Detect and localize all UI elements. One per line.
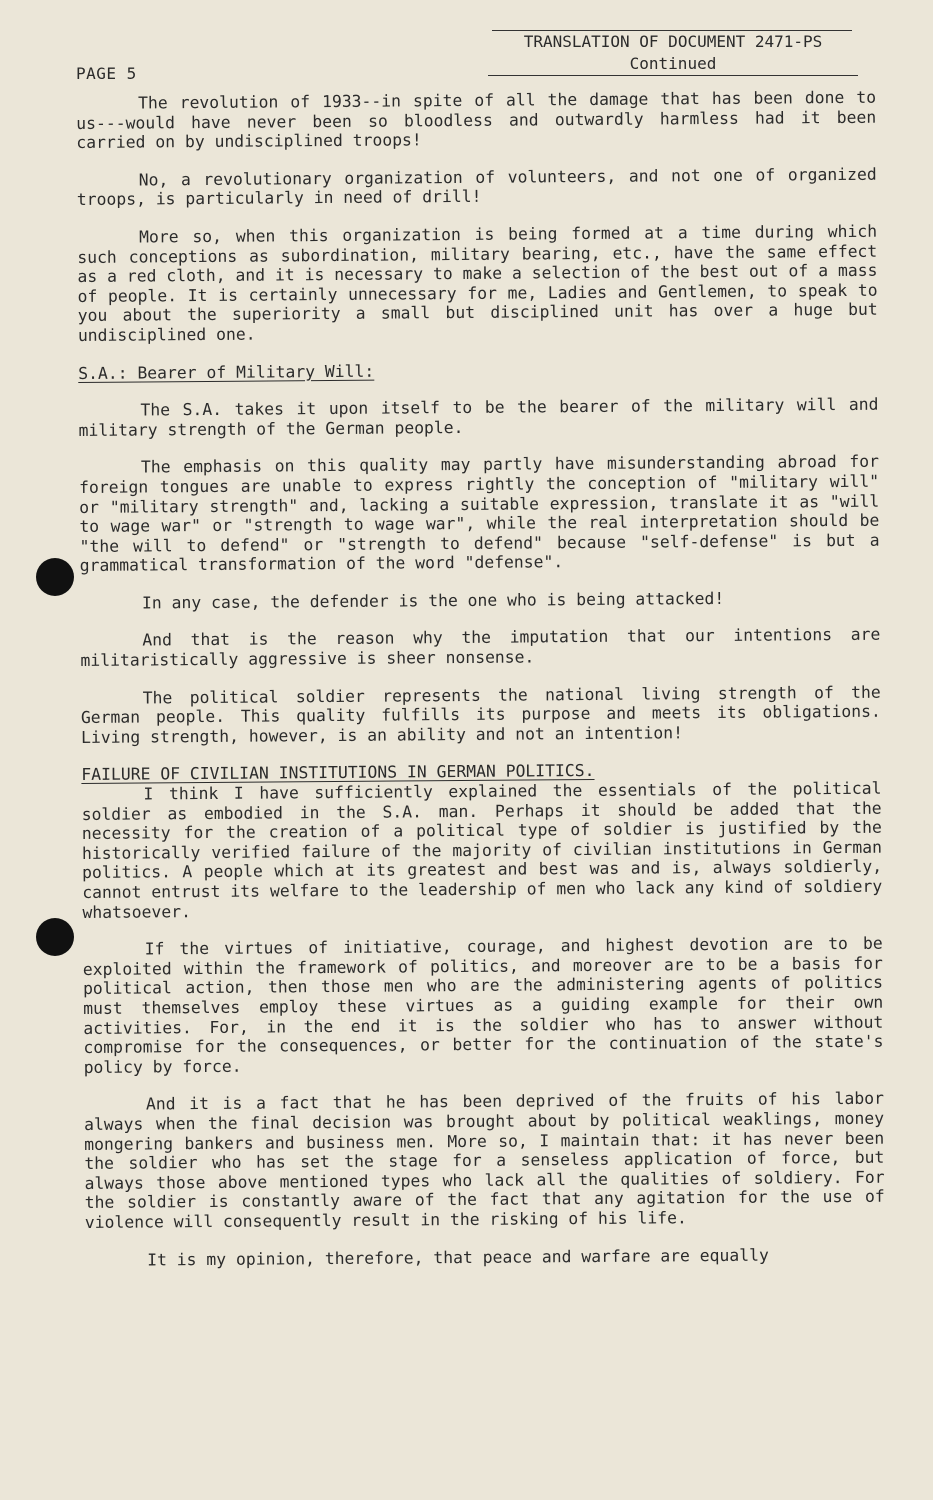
paragraph-1: The revolution of 1933--in spite of all the damage that has been done to us---would have never been so bloodless and outwardly harmless had it been carried on by undisciplined troops!	[76, 87, 877, 153]
document-body	[76, 88, 885, 1270]
header-continued: Continued	[629, 54, 717, 73]
paragraph-9: I think I have sufficiently explained the essentials of the political soldier as embodied in the S.A. man. Perhaps it should be added that the necessity for the creation of a political type of soldier is justified by the historically verified failure of the majority of civilian institutions in German politics. A people which at its greatest and best was and is, always soldierly, cannot entrust its welfare to the leadership of men who lack any kind of soldiery whatsoever.	[81, 778, 883, 922]
section-heading-failure: FAILURE OF CIVILIAN INSTITUTIONS IN GERMAN POLITICS.	[81, 761, 595, 785]
punch-hole-icon	[36, 558, 74, 596]
document-header	[488, 30, 858, 76]
paragraph-3: More so, when this organization is being formed at a time during which such conceptions as subordination, military bearing, etc., have the same effect as a red cloth, and it is necessary to make a selection of the best out of a mass of people. It is certainly unnecessary for me, Ladies and Gentlemen, to speak to you about the superiority a small but disciplined unit has over a huge but undisciplined one.	[77, 221, 878, 345]
paragraph-7: And that is the reason why the imputation that our intentions are militaristically aggressive is sheer nonsense.	[80, 625, 881, 671]
section-heading-sa: S.A.: Bearer of Military Will:	[78, 361, 375, 383]
punch-hole-icon	[36, 918, 74, 956]
paragraph-2: No, a revolutionary organization of volunteers, and not one of organized troops, is particularly in need of drill!	[76, 164, 877, 210]
paragraph-10: If the virtues of initiative, courage, and highest devotion are to be exploited within the framework of politics, and moreover are to be a basis for political action, then those men who are the administering agents of politics must themselves employ these virtues as a guiding example for their own activities. For, in the end it is the soldier who has to answer without compromise for the consequences, or better for the continuation of the state's policy by force.	[82, 933, 884, 1077]
paragraph-11: And it is a fact that he has been deprived of the fruits of his labor always when the final decision was brought about by political weaklings, money mongering bankers and business men. More so, I maintain that: it has never been the soldier who has set the stage for a senseless application of force, but always those above mentioned types who lack all the qualities of soldiery. For the soldier is constantly aware of the fact that any agitation for the use of violence will consequently result in the risking of his life.	[84, 1089, 885, 1232]
page-number: PAGE 5	[76, 64, 137, 83]
paragraph-4: The S.A. takes it upon itself to be the bearer of the military will and military strength of the German people.	[78, 394, 879, 440]
header-title: TRANSLATION OF DOCUMENT 2471-PS	[523, 32, 823, 51]
paragraph-12: It is my opinion, therefore, that peace and warfare are equally	[147, 1245, 769, 1269]
paragraph-5: The emphasis on this quality may partly have misunderstanding abroad for foreign tongues are unable to express rightly the conception of "military will" or "military strength" and, lacking a suitable expression, translate it as "will to wage war" or "strength to wage war", while the real interpretation should be "the will to defend" or "strength to defend" because "self-defense" is but a grammatical transformation of the word "defense".	[79, 452, 880, 576]
paragraph-6: In any case, the defender is the one who is being attacked!	[141, 588, 725, 613]
header-rule-bottom	[488, 75, 858, 76]
paragraph-8: The political soldier represents the national living strength of the German people. This quality fulfills its purpose and meets its obligations. Living strength, however, is an ability and not an intention!	[80, 682, 881, 747]
